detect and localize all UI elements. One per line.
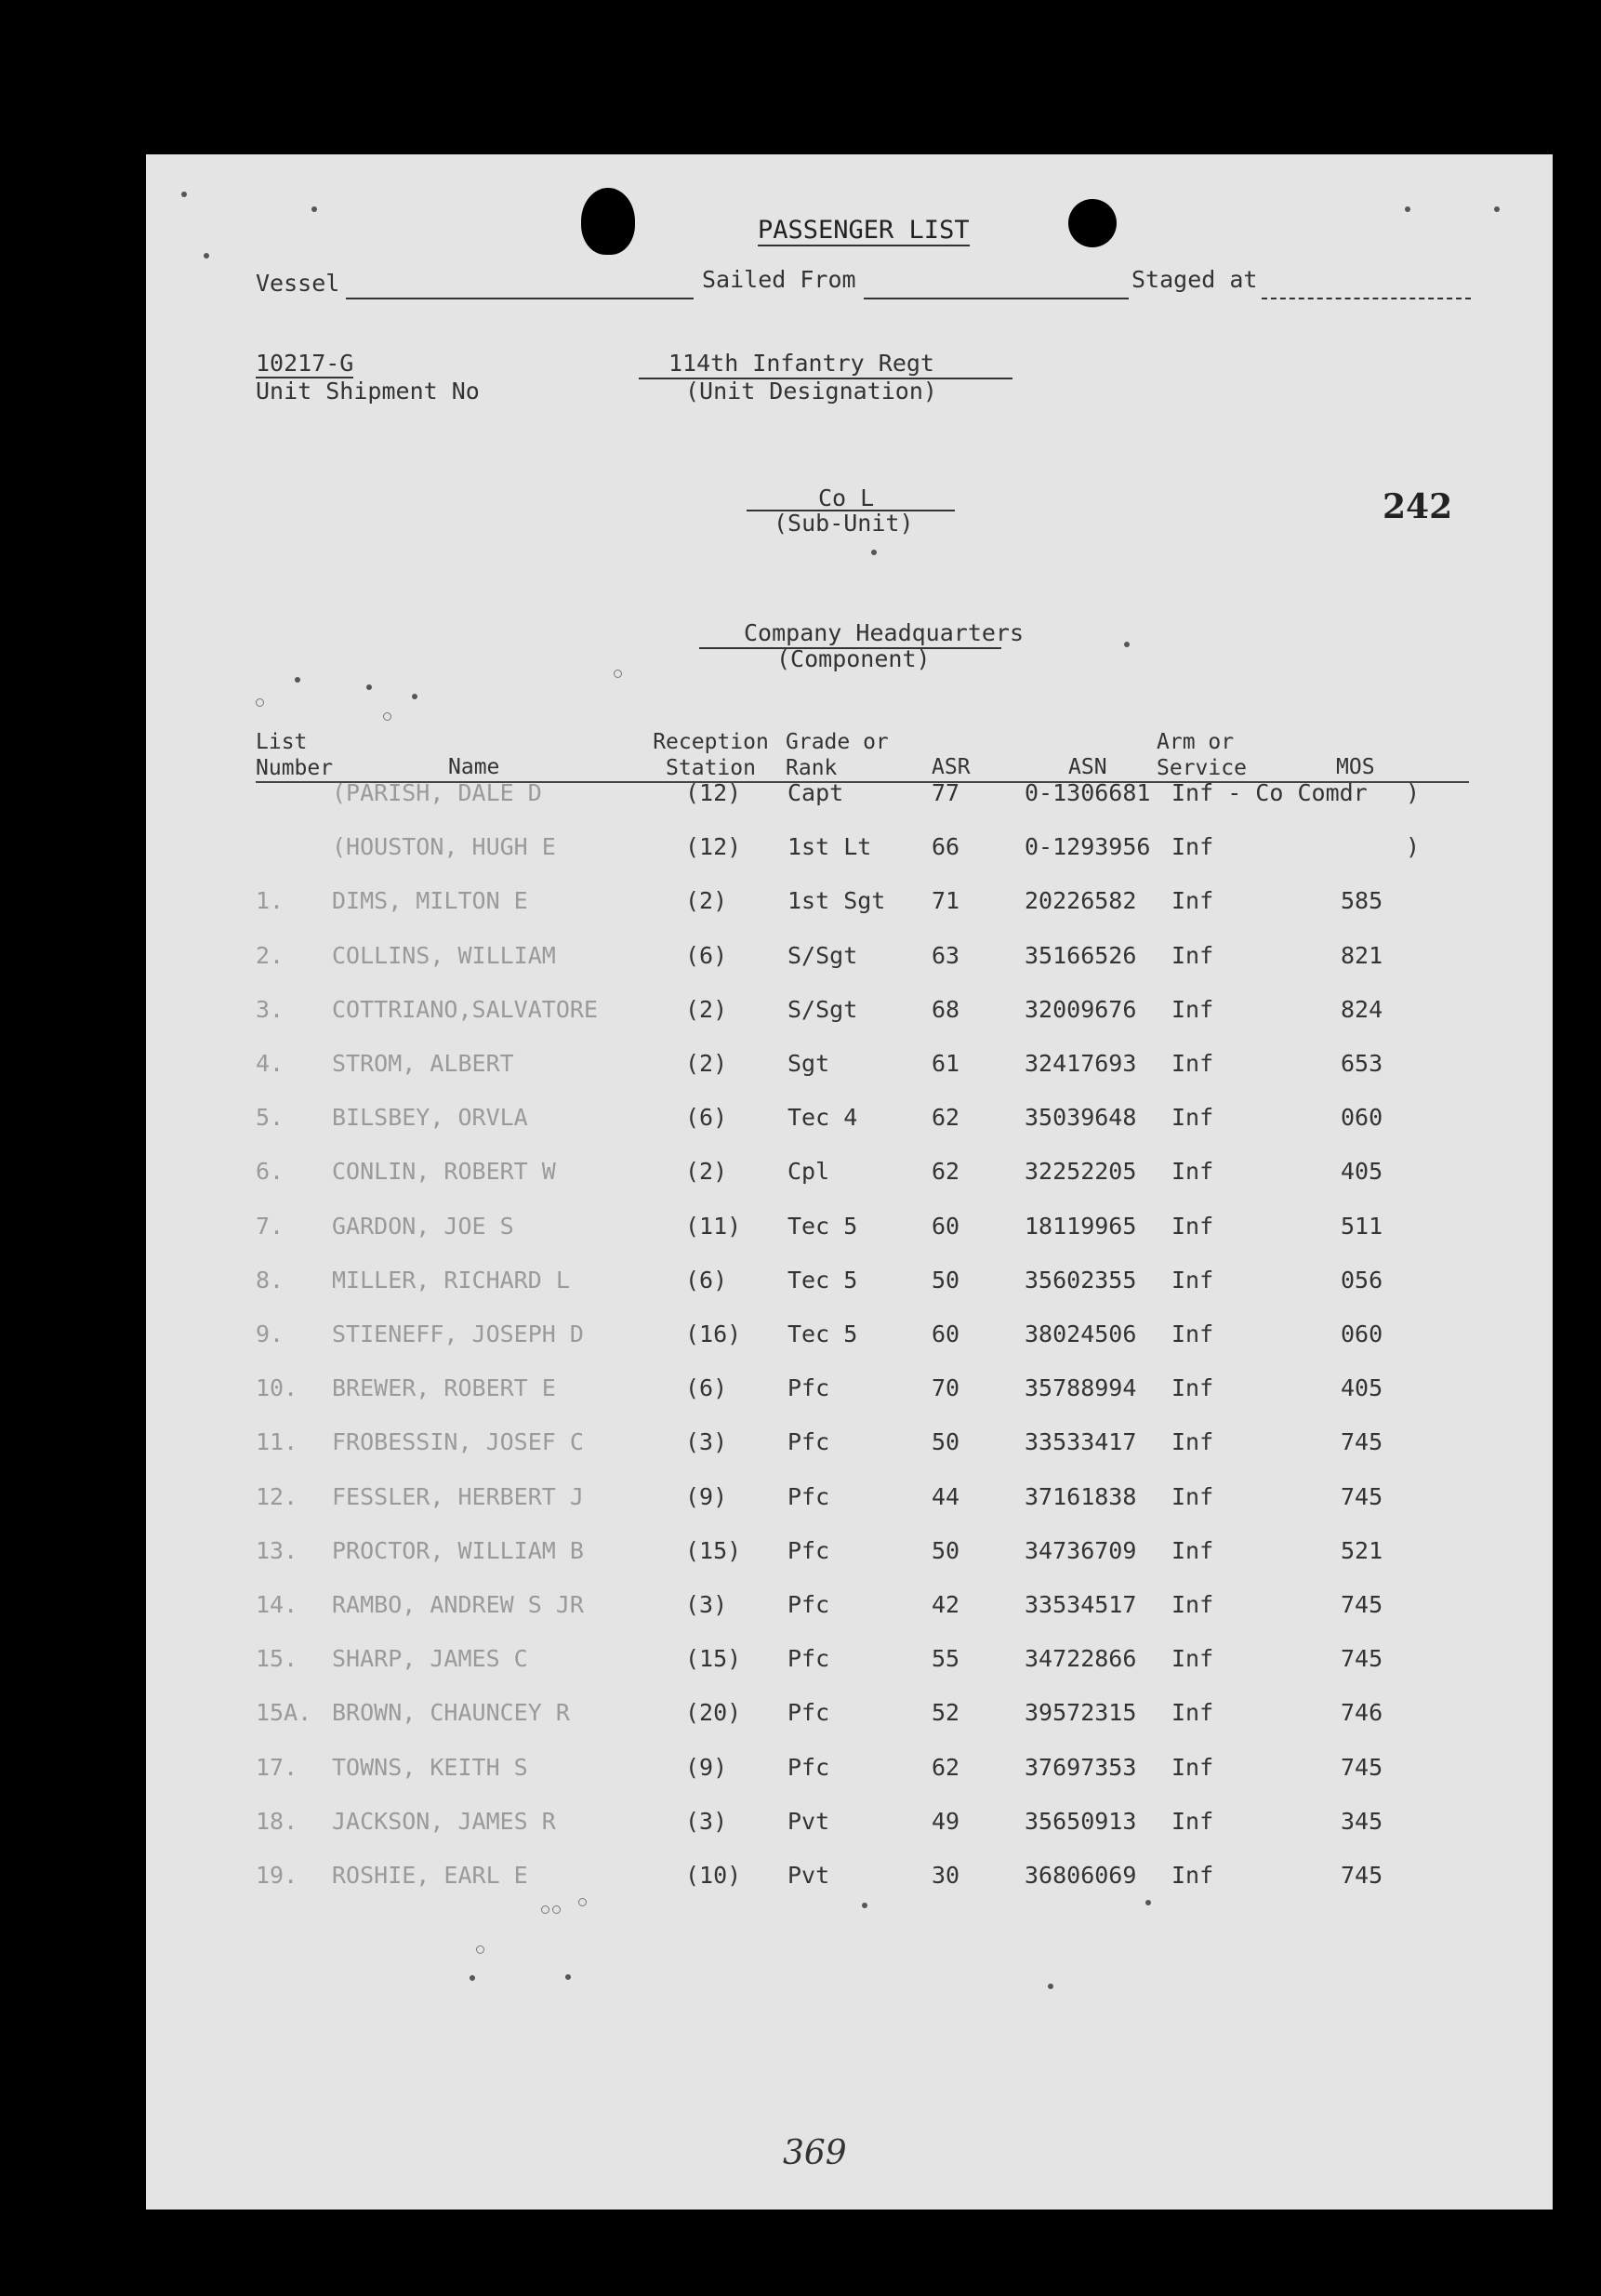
speck	[366, 684, 372, 690]
asr-cell: 62	[932, 1104, 960, 1132]
list-number-cell: 6.	[256, 1158, 284, 1186]
speck	[862, 1903, 867, 1908]
asr-cell: 42	[932, 1591, 960, 1618]
mos-cell: 745	[1341, 1753, 1383, 1781]
reception-station-cell: (6)	[685, 1266, 728, 1294]
mos-cell: 521	[1341, 1536, 1383, 1564]
arm-service-cell: Inf	[1171, 1050, 1214, 1077]
name-cell: (HOUSTON, HUGH E	[332, 833, 556, 861]
speck	[1145, 1900, 1151, 1905]
grade-cell: Sgt	[787, 1050, 830, 1077]
speck	[181, 192, 187, 197]
grade-cell: Pfc	[787, 1374, 830, 1402]
speck	[204, 253, 209, 259]
mos-cell: 060	[1341, 1104, 1383, 1132]
speck	[1124, 642, 1130, 647]
arm-service-cell: Inf	[1171, 1266, 1214, 1294]
asr-cell: 71	[932, 887, 960, 915]
grade-cell: Pvt	[787, 1807, 830, 1835]
handwritten-page-number: 369	[783, 2134, 847, 2172]
arm-service-cell: Inf	[1171, 1591, 1214, 1618]
punch-hole-right	[1068, 199, 1117, 247]
asn-cell: 34736709	[1025, 1536, 1137, 1564]
grade-cell: Pfc	[787, 1428, 830, 1456]
reception-station-cell: (9)	[685, 1482, 728, 1510]
col-header-list-number: List Number	[256, 730, 334, 780]
reception-station-cell: (15)	[685, 1645, 742, 1673]
speck	[1048, 1984, 1053, 1989]
list-number-cell: 13.	[256, 1536, 298, 1564]
asn-cell: 20226582	[1025, 887, 1137, 915]
reception-station-cell: (2)	[685, 1050, 728, 1077]
arm-service-cell: Inf	[1171, 1158, 1214, 1186]
speck	[256, 698, 264, 707]
reception-station-cell: (11)	[685, 1212, 742, 1240]
asn-cell: 32417693	[1025, 1050, 1137, 1077]
list-number-cell: 2.	[256, 941, 284, 969]
col-header-mos: MOS	[1336, 755, 1375, 779]
reception-station-cell: (2)	[685, 1158, 728, 1186]
mos-cell: 405	[1341, 1374, 1383, 1402]
asn-cell: 32252205	[1025, 1158, 1137, 1186]
asr-cell: 62	[932, 1158, 960, 1186]
speck	[552, 1905, 561, 1914]
unit-designation: 114th Infantry Regt	[668, 350, 934, 377]
mos-cell: 653	[1341, 1050, 1383, 1077]
grade-cell: Pfc	[787, 1645, 830, 1673]
asr-cell: 44	[932, 1482, 960, 1510]
asn-cell: 38024506	[1025, 1321, 1137, 1347]
list-number-cell: 11.	[256, 1428, 298, 1456]
mos-cell: 345	[1341, 1807, 1383, 1835]
asn-cell: 35788994	[1025, 1374, 1137, 1402]
grade-cell: Pfc	[787, 1699, 830, 1727]
mos-cell: 060	[1341, 1321, 1383, 1347]
asn-cell: 34722866	[1025, 1645, 1137, 1673]
arm-service-cell: Inf	[1171, 1104, 1214, 1132]
reception-station-cell: (6)	[685, 941, 728, 969]
arm-service-cell: Inf	[1171, 1753, 1214, 1781]
mos-cell: 745	[1341, 1428, 1383, 1456]
arm-service-cell: Inf - Co Comdr	[1171, 779, 1368, 806]
mos-cell: 824	[1341, 995, 1383, 1023]
speck	[565, 1974, 571, 1980]
reception-station-cell: (12)	[685, 833, 742, 861]
list-number-cell: 8.	[256, 1266, 284, 1294]
speck	[383, 712, 391, 721]
name-cell: DIMS, MILTON E	[332, 887, 528, 915]
grade-cell: S/Sgt	[787, 941, 858, 969]
arm-service-cell: Inf	[1171, 1862, 1214, 1889]
speck	[476, 1945, 484, 1954]
grade-cell: Tec 5	[787, 1212, 858, 1240]
grade-cell: S/Sgt	[787, 995, 858, 1023]
col-header-asn: ASN	[1068, 755, 1107, 779]
grade-cell: Capt	[787, 779, 844, 806]
col-header-grade-or-rank: Grade or Rank	[786, 730, 889, 780]
grade-cell: Pfc	[787, 1536, 830, 1564]
arm-service-cell: Inf	[1171, 1212, 1214, 1240]
asn-cell: 18119965	[1025, 1212, 1137, 1240]
list-number-cell: 12.	[256, 1482, 298, 1510]
sailed-from-label: Sailed From	[702, 266, 856, 293]
mos-cell: 746	[1341, 1699, 1383, 1727]
asn-cell: 37697353	[1025, 1753, 1137, 1781]
col-header-name: Name	[448, 755, 500, 779]
name-cell: (PARISH, DALE D	[332, 779, 542, 806]
name-cell: TOWNS, KEITH S	[332, 1753, 528, 1781]
grade-cell: 1st Lt	[787, 833, 872, 861]
reception-station-cell: (3)	[685, 1591, 728, 1618]
sailed-from-blank-line	[864, 298, 1129, 299]
name-cell: JACKSON, JAMES R	[332, 1807, 556, 1835]
arm-service-cell: Inf	[1171, 833, 1214, 861]
speck	[1405, 206, 1410, 212]
punch-hole-left	[581, 188, 635, 255]
component: Company Headquarters	[744, 619, 1025, 646]
asn-cell: 0-1306681	[1025, 779, 1151, 806]
asr-cell: 30	[932, 1862, 960, 1889]
asn-cell: 35650913	[1025, 1807, 1137, 1835]
list-number-cell: 17.	[256, 1753, 298, 1781]
arm-service-cell: Inf	[1171, 1374, 1214, 1402]
asn-cell: 35039648	[1025, 1104, 1137, 1132]
mos-cell: 745	[1341, 1482, 1383, 1510]
arm-service-cell: Inf	[1171, 995, 1214, 1023]
arm-service-cell: Inf	[1171, 1807, 1214, 1835]
col-header-arm-or-service: Arm or Service	[1157, 730, 1247, 780]
asn-cell: 32009676	[1025, 995, 1137, 1023]
arm-service-cell: Inf	[1171, 1482, 1214, 1510]
name-cell: SHARP, JAMES C	[332, 1645, 528, 1673]
staged-at-blank-line	[1262, 298, 1471, 299]
name-cell: COLLINS, WILLIAM	[332, 941, 556, 969]
reception-station-cell: (20)	[685, 1699, 742, 1727]
arm-service-cell: Inf	[1171, 887, 1214, 915]
list-number-cell: 3.	[256, 995, 284, 1023]
list-number-cell: 15.	[256, 1645, 298, 1673]
reception-station-cell: (12)	[685, 779, 742, 806]
grade-cell: Pfc	[787, 1753, 830, 1781]
speck	[311, 206, 317, 212]
asn-cell: 33534517	[1025, 1591, 1137, 1618]
sub-unit: Co L	[818, 484, 875, 511]
arm-service-cell: Inf	[1171, 1536, 1214, 1564]
asr-cell: 62	[932, 1753, 960, 1781]
asr-cell: 63	[932, 941, 960, 969]
name-cell: FROBESSIN, JOSEF C	[332, 1428, 584, 1456]
unit-shipment-label: Unit Shipment No	[256, 378, 480, 405]
speck	[470, 1975, 475, 1981]
asr-cell: 52	[932, 1699, 960, 1727]
list-number-cell: 10.	[256, 1374, 298, 1402]
mos-cell: 585	[1341, 887, 1383, 915]
asn-cell: 35166526	[1025, 941, 1137, 969]
grade-cell: Tec 5	[787, 1321, 858, 1347]
vessel-label: Vessel	[256, 270, 340, 297]
asn-cell: 0-1293956	[1025, 833, 1151, 861]
asr-cell: 60	[932, 1321, 960, 1347]
asr-cell: 60	[932, 1212, 960, 1240]
asr-cell: 66	[932, 833, 960, 861]
list-number-cell: 9.	[256, 1321, 284, 1347]
asr-cell: 49	[932, 1807, 960, 1835]
name-cell: MILLER, RICHARD L	[332, 1266, 570, 1294]
speck	[1494, 206, 1500, 212]
reception-station-cell: (9)	[685, 1753, 728, 1781]
asr-cell: 55	[932, 1645, 960, 1673]
reception-station-cell: (10)	[685, 1862, 742, 1889]
name-cell: FESSLER, HERBERT J	[332, 1482, 584, 1510]
asr-cell: 50	[932, 1536, 960, 1564]
asr-cell: 68	[932, 995, 960, 1023]
staged-at-label: Staged at	[1131, 266, 1258, 293]
name-cell: STIENEFF, JOSEPH D	[332, 1321, 584, 1347]
speck	[412, 694, 417, 699]
list-number-cell: 15A.	[256, 1699, 312, 1727]
mos-cell: 056	[1341, 1266, 1383, 1294]
mos-cell: 511	[1341, 1212, 1383, 1240]
mos-cell: 745	[1341, 1862, 1383, 1889]
asr-cell: 50	[932, 1428, 960, 1456]
speck	[541, 1905, 549, 1914]
col-header-reception-station: Reception Station	[653, 730, 769, 780]
reception-station-cell: (6)	[685, 1104, 728, 1132]
list-number-cell: 5.	[256, 1104, 284, 1132]
asr-cell: 70	[932, 1374, 960, 1402]
mos-cell: )	[1406, 779, 1421, 806]
grade-cell: 1st Sgt	[787, 887, 886, 915]
name-cell: CONLIN, ROBERT W	[332, 1158, 556, 1186]
asr-cell: 61	[932, 1050, 960, 1077]
mos-cell: 745	[1341, 1645, 1383, 1673]
name-cell: GARDON, JOE S	[332, 1212, 514, 1240]
arm-service-cell: Inf	[1171, 941, 1214, 969]
list-number-cell: 14.	[256, 1591, 298, 1618]
page-title: PASSENGER LIST	[758, 216, 970, 245]
asr-cell: 50	[932, 1266, 960, 1294]
asn-cell: 39572315	[1025, 1699, 1137, 1727]
asn-cell: 37161838	[1025, 1482, 1137, 1510]
speck	[295, 677, 300, 683]
document-number: 242	[1383, 487, 1453, 526]
name-cell: BILSBEY, ORVLA	[332, 1104, 528, 1132]
mos-cell: 745	[1341, 1591, 1383, 1618]
mos-cell: 821	[1341, 941, 1383, 969]
asr-cell: 77	[932, 779, 960, 806]
grade-cell: Tec 4	[787, 1104, 858, 1132]
arm-service-cell: Inf	[1171, 1699, 1214, 1727]
component-label: (Component)	[776, 645, 931, 672]
col-header-asr: ASR	[932, 755, 971, 779]
name-cell: BROWN, CHAUNCEY R	[332, 1699, 570, 1727]
list-number-cell: 19.	[256, 1862, 298, 1889]
reception-station-cell: (3)	[685, 1428, 728, 1456]
vessel-blank-line	[346, 298, 694, 299]
sub-unit-label: (Sub-Unit)	[774, 510, 914, 537]
name-cell: COTTRIANO,SALVATORE	[332, 995, 598, 1023]
unit-shipment-number: 10217-G	[256, 350, 354, 377]
grade-cell: Tec 5	[787, 1266, 858, 1294]
reception-station-cell: (16)	[685, 1321, 742, 1347]
grade-cell: Cpl	[787, 1158, 830, 1186]
grade-cell: Pfc	[787, 1591, 830, 1618]
reception-station-cell: (2)	[685, 995, 728, 1023]
asn-cell: 36806069	[1025, 1862, 1137, 1889]
document-page	[146, 154, 1553, 2210]
reception-station-cell: (6)	[685, 1374, 728, 1402]
speck	[614, 670, 622, 678]
name-cell: ROSHIE, EARL E	[332, 1862, 528, 1889]
arm-service-cell: Inf	[1171, 1428, 1214, 1456]
mos-cell: 405	[1341, 1158, 1383, 1186]
reception-station-cell: (15)	[685, 1536, 742, 1564]
grade-cell: Pvt	[787, 1862, 830, 1889]
unit-designation-label: (Unit Designation)	[685, 378, 937, 405]
name-cell: BREWER, ROBERT E	[332, 1374, 556, 1402]
speck	[578, 1898, 587, 1906]
list-number-cell: 4.	[256, 1050, 284, 1077]
speck	[871, 550, 877, 555]
mos-cell: )	[1406, 833, 1421, 861]
grade-cell: Pfc	[787, 1482, 830, 1510]
list-number-cell: 1.	[256, 887, 284, 915]
asn-cell: 33533417	[1025, 1428, 1137, 1456]
reception-station-cell: (3)	[685, 1807, 728, 1835]
reception-station-cell: (2)	[685, 887, 728, 915]
arm-service-cell: Inf	[1171, 1645, 1214, 1673]
name-cell: RAMBO, ANDREW S JR	[332, 1591, 584, 1618]
list-number-cell: 18.	[256, 1807, 298, 1835]
list-number-cell: 7.	[256, 1212, 284, 1240]
name-cell: PROCTOR, WILLIAM B	[332, 1536, 584, 1564]
asn-cell: 35602355	[1025, 1266, 1137, 1294]
name-cell: STROM, ALBERT	[332, 1050, 514, 1077]
arm-service-cell: Inf	[1171, 1321, 1214, 1347]
